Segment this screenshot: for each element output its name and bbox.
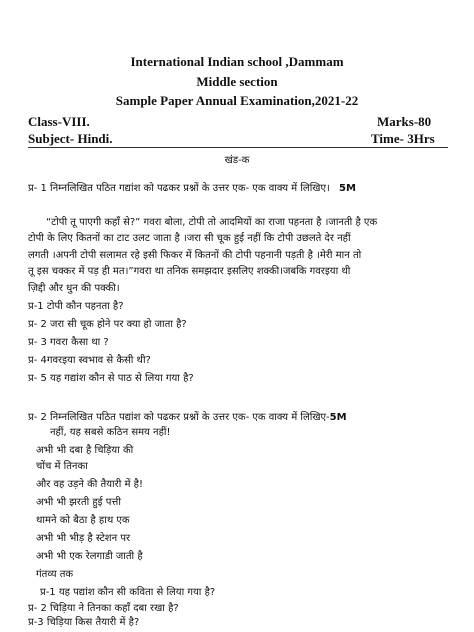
question-1-text: प्र- 1 निम्नलिखित पठित गद्यांश को पढकर प्रश्नों के उत्तर एक- एक वाक्य में लिखिए। [28, 183, 330, 194]
passage-line: तू इस चक्कर में पड़ ही मत।”गवरा था तनिक समझदार इसलिए शक्की।जबकि गवरइया थी [28, 266, 351, 277]
question-1-marks: 5M [338, 183, 356, 194]
sub-question: प्र- 3 गवरा कैसा था ? [28, 337, 109, 348]
poem-line: थामने को बैठा है हाथ एक [36, 515, 130, 526]
question-2 [28, 409, 347, 423]
divider-line [28, 147, 448, 148]
passage-line: लगती ।अपनी टोपी सलामत रहे इसी फिकर में कितनों की टोपी पहनानी पड़ती है ।मेरी मान तो [28, 250, 362, 261]
section-name: Middle section [196, 74, 278, 89]
poem-line: अभी भी झरती हुई पत्ती [36, 497, 121, 508]
marks-label: Marks-80 [377, 114, 432, 129]
sub-question: प्र-1 टोपी कौन पहनता है? [28, 301, 124, 312]
poem-line: और वह उड़ने की तैयारी में है! [36, 479, 143, 490]
section-heading: खंड-क [224, 155, 250, 166]
class-label: Class-VIII. [28, 114, 90, 129]
time-label: Time- 3Hrs [371, 131, 435, 146]
sub-question: प्र-3 चिड़िया किस तैयारी में है? [28, 617, 140, 628]
passage-line: “टोपी तू पाएगी कहाँ से?” गवरा बोला, टोपी तो आदमियों का राजा पहनता है ।जानती है एक [46, 217, 378, 228]
poem-line: प्र-1 यह पद्यांश कौन सी कविता से लिया गया है? [40, 587, 216, 598]
school-name: International Indian school ,Dammam [130, 54, 344, 69]
question-1 [28, 180, 356, 194]
poem-line: अभी भी एक रेलगाडी जाती है [36, 551, 143, 562]
poem-line: गंतव्य तक [36, 569, 74, 580]
passage-line: ज़िद्दी और धुन की पक्की। [28, 283, 120, 294]
passage-line: टोपी के लिए कितनों का टाट उलट जाता है ।जरा सी चूक हुई नहीं कि टोपी उछलते देर नहीं [28, 233, 351, 244]
question-2-text: प्र- 2 निम्नलिखित पठित पद्यांश को पढकर प्रश्नों के उत्तर एक- एक वाक्य में लिखिए- [28, 412, 330, 423]
sub-question: प्र- 2 जरा सी चूक होने पर क्या हो जाता है? [28, 319, 187, 330]
sub-question: प्र- 2 चिड़िया ने तिनका कहाँ दबा रखा है? [28, 603, 179, 614]
poem-line: अभी भी दबा है चिड़िया की [36, 445, 134, 456]
subject-label: Subject- Hindi. [28, 131, 113, 146]
sub-question: प्र- 5 यह गद्यांश कौन से पाठ से लिया गया है? [28, 373, 194, 384]
sub-question: प्र- 4गवरइया स्वभाव से कैसी थी? [28, 355, 151, 366]
poem-line: चोंच में तिनका [36, 461, 88, 472]
question-2-marks: 5M [329, 412, 347, 423]
exam-title: Sample Paper Annual Examination,2021-22 [115, 93, 359, 108]
poem-line: नहीं, यह सबसे कठिन समय नहीं! [50, 427, 171, 438]
poem-line: अभी भी भीड़ है स्टेशन पर [36, 533, 131, 544]
